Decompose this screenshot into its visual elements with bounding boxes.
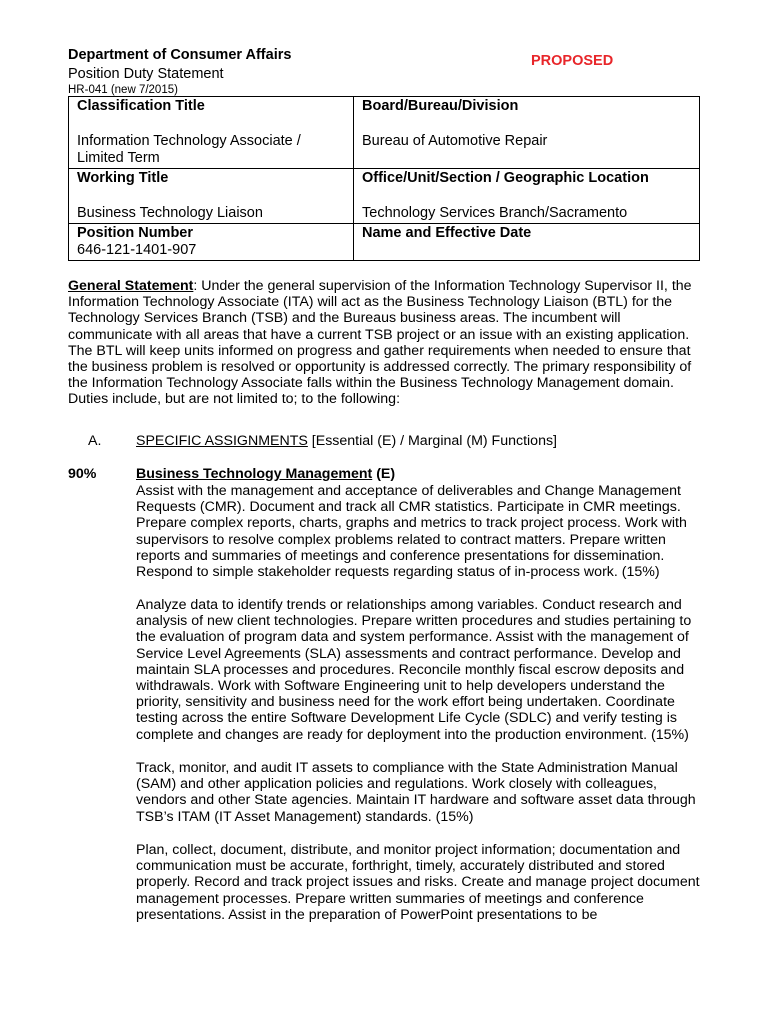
working-title-label: Working Title	[77, 170, 169, 186]
department-name: Department of Consumer Affairs	[68, 47, 292, 63]
office-label: Office/Unit/Section / Geographic Location	[362, 170, 649, 186]
position-number-cell	[69, 224, 354, 261]
office-value: Technology Services Branch/Sacramento	[362, 205, 628, 221]
task-heading	[136, 466, 395, 482]
working-title-cell	[69, 169, 354, 224]
classification-title-value-line2: Limited Term	[77, 150, 160, 166]
office-cell	[354, 169, 700, 224]
name-date-label: Name and Effective Date	[362, 225, 532, 241]
board-label: Board/Bureau/Division	[362, 98, 519, 114]
section-title	[136, 433, 557, 449]
task-paragraph: Plan, collect, document, distribute, and monitor project information; documentation and communication must be accurate, forthright, timely, accurately distributed and stored properly. Record and track project issues and risks. Create and manage project document management processes. Prepare written summaries of meetings and conference presentations. Assist in the preparation of PowerPoint presentations to be	[136, 842, 700, 923]
task-title: Business Technology Management	[136, 466, 373, 482]
status-stamp: PROPOSED	[531, 53, 614, 69]
task-paragraph: Track, monitor, and audit IT assets to compliance with the State Administration Manual (SAM) and other application policies and regulations. Work closely with colleagues, vendors and other State agencies. Maintain IT hardware and software asset data through TSB’s ITAM (IT Asset Management) standards. (15%)	[136, 760, 696, 825]
working-title-value: Business Technology Liaison	[77, 205, 263, 221]
section-letter: A.	[88, 433, 102, 449]
general-statement-text: : Under the general supervision of the Information Technology Supervisor II, the Information Technology Associate (ITA) will act as the Business Technology Liaison (BTL) for the Technology Services Branch (TSB) and the Bureaus business areas. The incumbent will communicate with all areas that have a current TSB project or an issue with an existing application. The BTL will keep units informed on progress and gather requirements when needed to ensure that the business problem is resolved or opportunity is addressed correctly. The primary responsibility of the Information Technology Associate falls within the Business Technology Management domain. Duties include, but are not limited to; to the following:	[68, 278, 692, 408]
position-info-table	[68, 96, 700, 261]
task-paragraph: Assist with the management and acceptance of deliverables and Change Management Requests (CMR). Document and track all CMR statistics. Participate in CMR meetings. Prepare complex reports, charts, graphs and metrics to track project process. Work with supervisors to resolve complex problems related to contract matters. Prepare written reports and summaries of meetings and conference presentations for dissemination. Respond to simple stakeholder requests regarding status of in-process work. (15%)	[136, 483, 687, 581]
section-title-suffix: [Essential (E) / Marginal (M) Functions]	[307, 433, 557, 449]
classification-title-label: Classification Title	[77, 98, 205, 114]
name-date-cell	[354, 224, 700, 261]
form-number: HR-041 (new 7/2015)	[68, 84, 178, 96]
task-paragraph: Analyze data to identify trends or relationships among variables. Conduct research and analysis of new client technologies. Prepare written procedures and studies pertaining to the evaluation of program data and system performance. Assist with the management of Service Level Agreements (SLA) assessments and contract performance. Develop and maintain SLA processes and procedures. Reconcile monthly fiscal escrow deposits and withdrawals. Work with Software Engineering unit to help developers understand the priority, sensitivity and business need for the work effort being undertaken. Coordinate testing across the entire Software Development Life Cycle (SDLC) and verify testing is complete and changes are ready for deployment into the production environment. (15%)	[136, 597, 692, 743]
general-statement-label: General Statement	[68, 278, 194, 294]
position-number-value: 646-121-1401-907	[77, 242, 197, 258]
document-subtitle: Position Duty Statement	[68, 66, 224, 82]
classification-title-value-line1: Information Technology Associate /	[77, 133, 301, 149]
task-title-suffix: (E)	[372, 466, 396, 482]
general-statement	[68, 278, 708, 408]
section-title-main: SPECIFIC ASSIGNMENTS	[136, 433, 308, 449]
task-percent: 90%	[68, 466, 97, 482]
board-value: Bureau of Automotive Repair	[362, 133, 548, 149]
position-number-label: Position Number	[77, 225, 194, 241]
board-cell	[354, 97, 700, 169]
classification-title-cell	[69, 97, 354, 169]
